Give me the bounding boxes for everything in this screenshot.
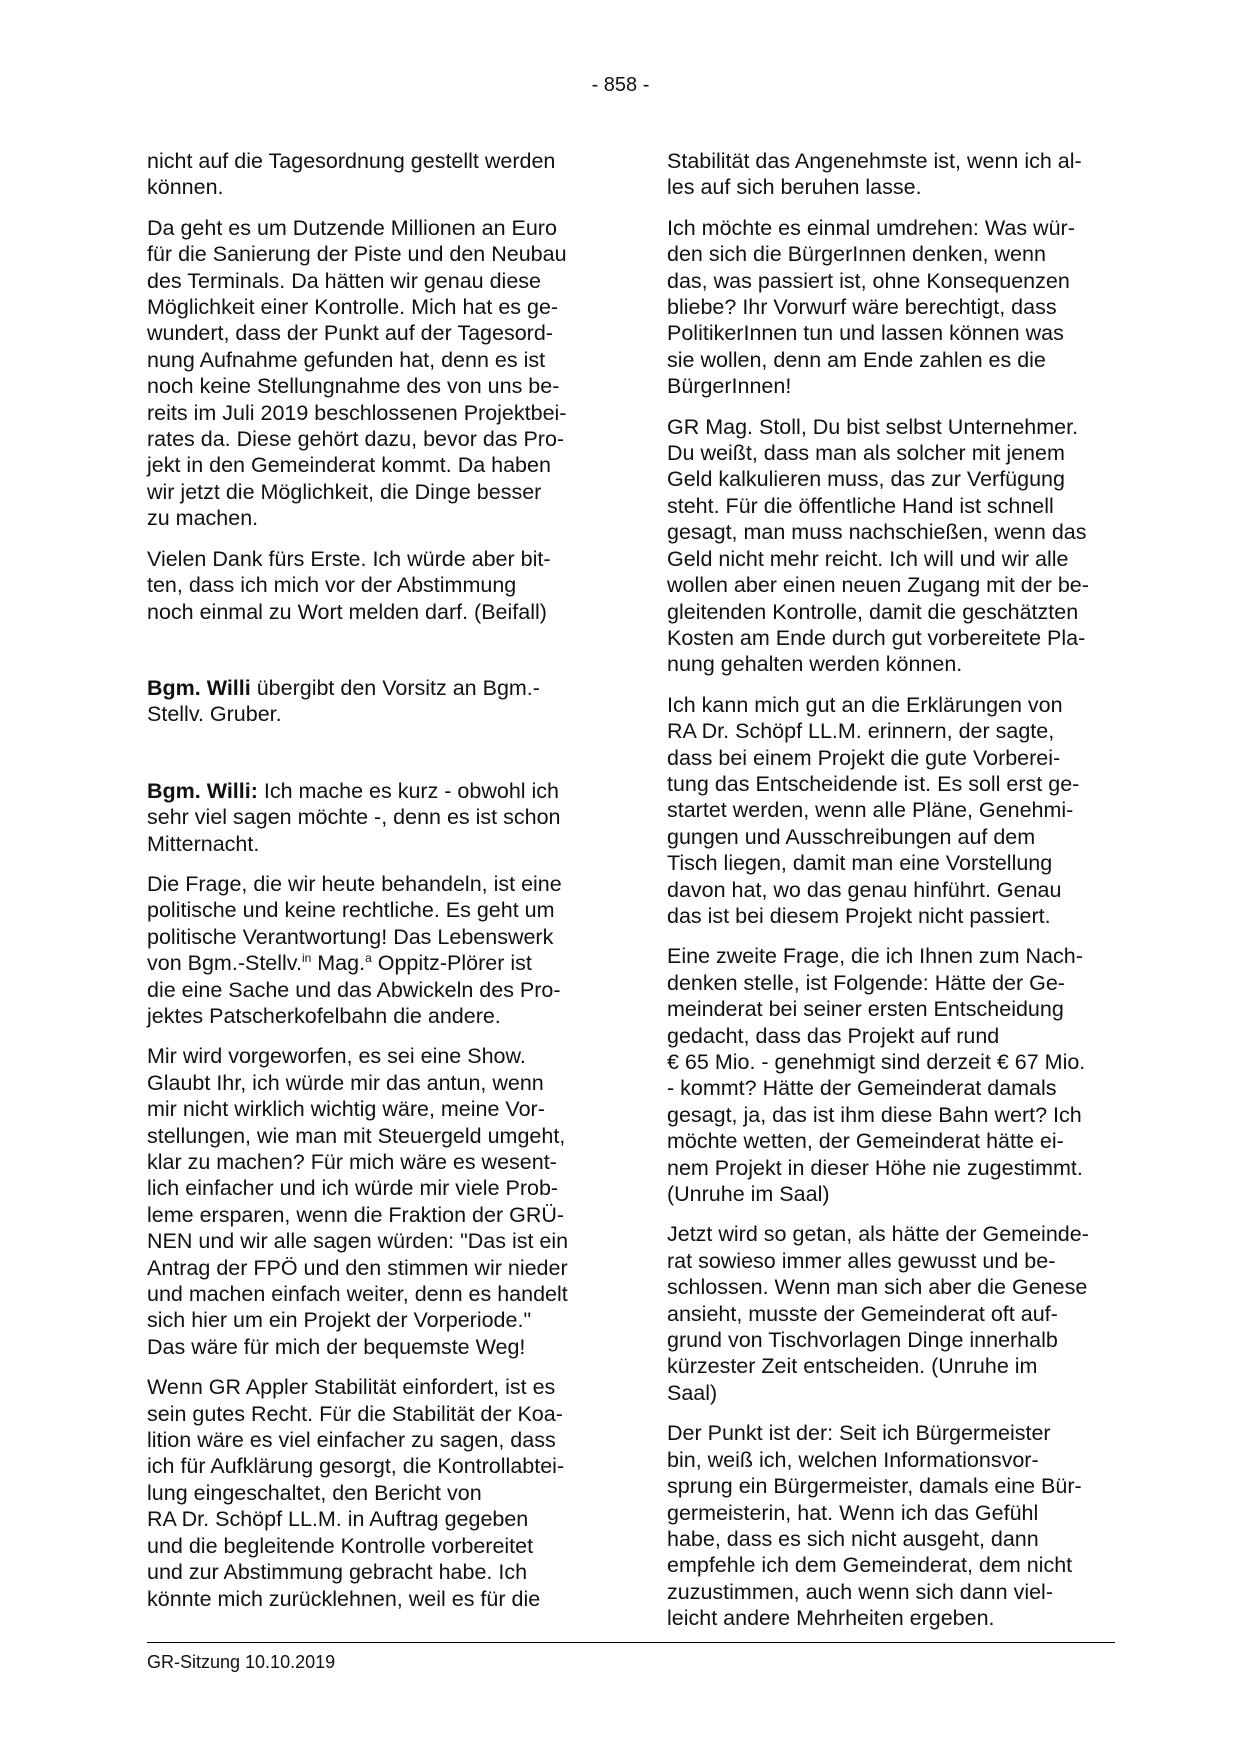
paragraph: Vielen Dank fürs Erste. Ich würde aber bit- ten, dass ich mich vor der Abstimmung noch einmal zu Wort melden darf. (Beifall) xyxy=(147,546,551,624)
superscript: a xyxy=(365,951,372,965)
paragraph-speech xyxy=(147,778,617,857)
right-column xyxy=(667,148,1137,1646)
paragraph-text: übergibt den Vorsitz an Bgm.- Stellv. Gruber. xyxy=(147,675,540,727)
paragraph: nicht auf die Tagesordnung gestellt werden können. xyxy=(147,149,556,200)
paragraph-text: Mag. xyxy=(311,951,366,976)
footer-session-label: GR-Sitzung 10.10.2019 xyxy=(147,1652,336,1672)
paragraph: Da geht es um Dutzende Millionen an Euro für die Sanierung der Piste und den Neubau des Terminals. Da hätten wir genau diese Möglichkeit einer Kontrolle. Mich hat es ge- wundert, dass der Punkt auf der Tagesord- nung Aufnahme gefunden hat, denn es ist noch keine Stellungnahme des von uns be- reits im Juli 2019 beschlossenen Projektbei- rates da. Diese gehört dazu, bevor das Pro- jekt in den Gemeinderat kommt. Da haben wir jetzt die Möglichkeit, die Dinge besser zu machen. xyxy=(147,215,567,531)
paragraph: Ich kann mich gut an die Erklärungen von RA Dr. Schöpf LL.M. erinnern, der sagte, dass bei einem Projekt die gute Vorberei- tung das Entscheidende ist. Es soll erst ge- startet werden, wenn alle Pläne, Genehmi- gungen und Ausschreibungen auf dem Tisch liegen, damit man eine Vorstellung davon hat, wo das genau hinführt. Genau das ist bei diesem Projekt nicht passiert. xyxy=(667,692,1080,928)
paragraph xyxy=(147,871,617,1029)
paragraph: Stabilität das Angenehmste ist, wenn ich al- les auf sich beruhen lasse. xyxy=(667,149,1082,200)
left-column xyxy=(147,148,617,1626)
superscript: in xyxy=(301,951,312,965)
speaker-name: Bgm. Willi xyxy=(147,675,251,700)
paragraph: GR Mag. Stoll, Du bist selbst Unternehmer. Du weißt, dass man als solcher mit jenem Geld kalkulieren muss, das zur Verfügung steht. Für die öffentliche Hand ist schnell gesagt, man muss nachschießen, wenn das Geld nicht mehr reicht. Ich will und wir alle wollen aber einen neuen Zugang mit der be- gleitenden Kontrolle, damit die geschätzten Kosten am Ende durch gut vorbereitete Pla- nung gehalten werden können. xyxy=(667,414,1089,677)
paragraph: Mir wird vorgeworfen, es sei eine Show. Glaubt Ihr, ich würde mir das antun, wenn mir nicht wirklich wichtig wäre, meine Vor- stellungen, wie man mit Steuergeld umgeht, klar zu machen? Für mich wäre es wesent- lich einfacher und ich würde mir viele Prob- leme ersparen, wenn die Fraktion der GRÜ- NEN und wir alle sagen würden: "Das ist ein Antrag der FPÖ und den stimmen wir nieder und machen einfach weiter, denn es handelt sich hier um ein Projekt der Vorperiode." Das wäre für mich der bequemste Weg! xyxy=(147,1044,569,1359)
paragraph: Jetzt wird so getan, als hätte der Gemeinde- rat sowieso immer alles gewusst und be- schlossen. Wenn man sich aber die Genese ansieht, musste der Gemeinderat oft auf- grund von Tischvorlagen Dinge innerhalb kürzester Zeit entscheiden. (Unruhe im Saal) xyxy=(667,1222,1089,1405)
paragraph: Ich möchte es einmal umdrehen: Was wür- den sich die BürgerInnen denken, wenn das, was passiert ist, ohne Konsequenzen bliebe? Ihr Vorwurf wäre berechtigt, dass PolitikerInnen tun und lassen können was sie wollen, denn am Ende zahlen es die BürgerInnen! xyxy=(667,215,1075,399)
paragraph-text: Ich mache es kurz - obwohl ich sehr viel sagen möchte -, denn es ist schon Mitternacht. xyxy=(147,778,561,856)
paragraph-text: Die Frage, die wir heute behandeln, ist eine politische und keine rechtliche. Es geht um politische Verantwortung! Das Lebenswerk von Bgm.-Stellv. xyxy=(147,871,562,976)
paragraph-text: Oppitz-Plörer ist die eine Sache und das Abwickeln des Pro- jektes Patscherkofelbahn die andere. xyxy=(147,951,561,1028)
paragraph: Wenn GR Appler Stabilität einfordert, ist es sein gutes Recht. Für die Stabilität der Koa- lition wäre es viel einfacher zu sagen, dass ich für Aufklärung gesorgt, die Kontrollabtei- lung eingeschaltet, den Bericht von RA Dr. Schöpf LL.M. in Auftrag gegeben und die begleitende Kontrolle vorbereitet und zur Abstimmung gebracht habe. Ich könnte mich zurücklehnen, weil es für die xyxy=(147,1375,565,1611)
paragraph: Eine zweite Frage, die ich Ihnen zum Nach- denken stelle, ist Folgende: Hätte der Ge- meinderat bei seiner ersten Entscheidung gedacht, dass das Projekt auf rund € 65 Mio. - genehmigt sind derzeit € 67 Mio. - kommt? Hätte der Gemeinderat damals gesagt, ja, das ist ihm diese Bahn wert? Ich möchte wetten, der Gemeinderat hätte ei- nem Projekt in dieser Höhe nie zugestimmt. (Unruhe im Saal) xyxy=(667,944,1086,1207)
paragraph: Der Punkt ist der: Seit ich Bürgermeister bin, weiß ich, welchen Informationsvor- sprung ein Bürgermeister, damals eine Bür- germeisterin, hat. Wenn ich das Gefühl habe, dass es sich nicht ausgeht, dann empfehle ich dem Gemeinderat, dem nicht zuzustimmen, auch wenn sich dann viel- leicht andere Mehrheiten ergeben. xyxy=(667,1421,1082,1631)
speaker-name: Bgm. Willi: xyxy=(147,778,258,803)
page-number: - 858 - xyxy=(591,74,650,96)
paragraph-chair-handover xyxy=(147,675,617,728)
footer-divider xyxy=(147,1642,1115,1643)
